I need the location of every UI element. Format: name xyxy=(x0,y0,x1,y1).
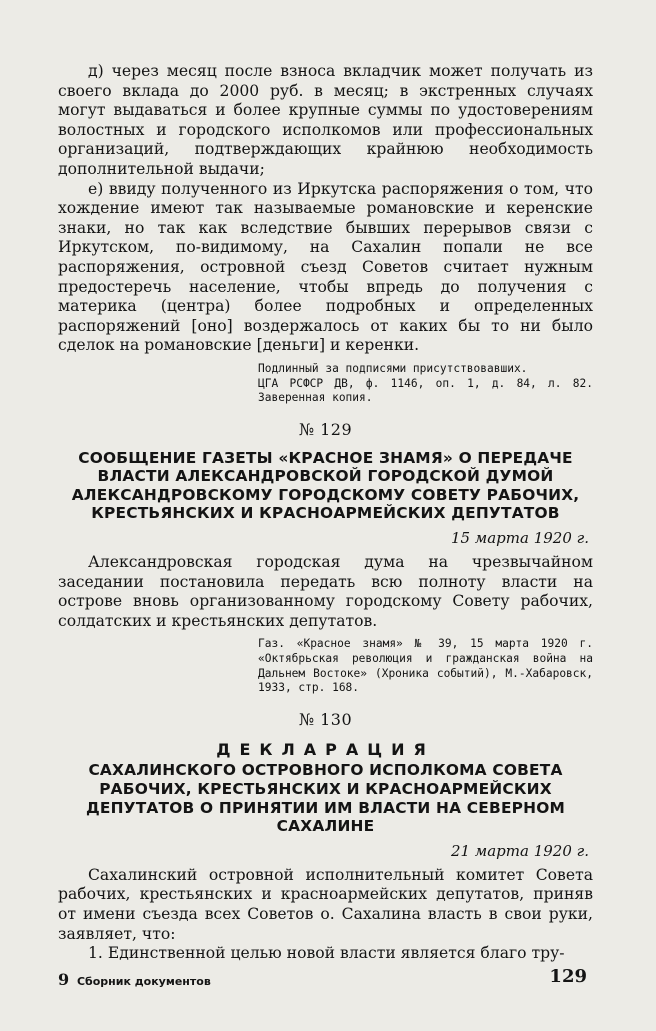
source-original-note: Подлинный за подписями присутствовавших. xyxy=(258,361,528,375)
doc129-date: 15 марта 1920 г. xyxy=(450,529,589,548)
page-number: 129 xyxy=(549,966,587,987)
doc130-item-1: 1. Единственной целью новой власти является благо тру- xyxy=(88,944,565,963)
paragraph-e: е) ввиду полученного из Иркутска распоряжения о том, что хождение имеют так называемые романовские и керенские знаки, но так как вследствие бывших перерывов связи с Иркутском, по-видимому, на Сахалин попали не все распоряжения, островной съезд Советов считает нужным предостеречь население, чтобы впредь до получения с материка (центра) более подробных и определенных распоряжений [оно] воздержалось от каких бы то ни было сделок на романовские [деньги] и керенки. xyxy=(58,179,593,355)
signature-text: Сборник документов xyxy=(76,975,211,988)
doc129-source: Газ. «Красное знамя» № 39, 15 марта 1920 г. «Октябрьская революция и гражданская война на Дальнем Востоке» (Хроника событий), М.-Хабаровск, 1933, стр. 168. xyxy=(258,637,593,695)
paragraph-d: д) через месяц после взноса вкладчик может получать из своего вклада до 2000 руб. в месяц; в экстренных случаях могут выдаваться и более крупные суммы по удостоверениям волостных и городского исполкомов или профессиональных организаций, подтверждающих крайнюю необходимость дополнительной выдачи; xyxy=(58,62,593,178)
doc130-heading: САХАЛИНСКОГО ОСТРОВНОГО ИСПОЛКОМА СОВЕТА РАБОЧИХ, КРЕСТЬЯНСКИХ И КРАСНОАРМЕЙСКИХ ДЕПУТАТОВ О ПРИНЯТИИ ИМ ВЛАСТИ НА СЕВЕРНОМ САХАЛИНЕ xyxy=(85,761,566,836)
doc129-number: № 129 xyxy=(298,419,353,439)
source-archive-note: ЦГА РСФСР ДВ, ф. 1146, оп. 1, д. 84, л. 82. Заверенная копия. xyxy=(258,376,593,405)
page-footer xyxy=(58,966,593,990)
doc130-paragraph: Сахалинский островной исполнительный комитет Совета рабочих, крестьянских и красноармейских депутатов, приняв от имени съезда всех Советов о. Сахалина власть в свои руки, заявляет, что: xyxy=(58,865,593,943)
doc130-number: № 130 xyxy=(298,709,353,729)
page-content xyxy=(58,62,593,964)
doc129-heading: СООБЩЕНИЕ ГАЗЕТЫ «КРАСНОЕ ЗНАМЯ» О ПЕРЕДАЧЕ ВЛАСТИ АЛЕКСАНДРОВСКОЙ ГОРОДСКОЙ ДУМОЙ АЛЕКСАНДРОВСКОМУ ГОРОДСКОМУ СОВЕТУ РАБОЧИХ, КРЕСТЬЯНСКИХ И КРАСНОАРМЕЙСКИХ ДЕПУТАТОВ xyxy=(71,448,580,523)
doc129-paragraph: Александровская городская дума на чрезвычайном заседании постановила передать всю полноту власти на острове вновь организованному городскому Совету рабочих, солдатских и крестьянских депутатов. xyxy=(58,553,593,630)
doc130-title: ДЕКЛАРАЦИЯ xyxy=(216,739,435,759)
signature-number: 9 xyxy=(58,970,70,989)
doc128-source xyxy=(258,362,593,406)
signature-mark xyxy=(58,970,211,989)
doc130-date: 21 марта 1920 г. xyxy=(450,841,589,860)
